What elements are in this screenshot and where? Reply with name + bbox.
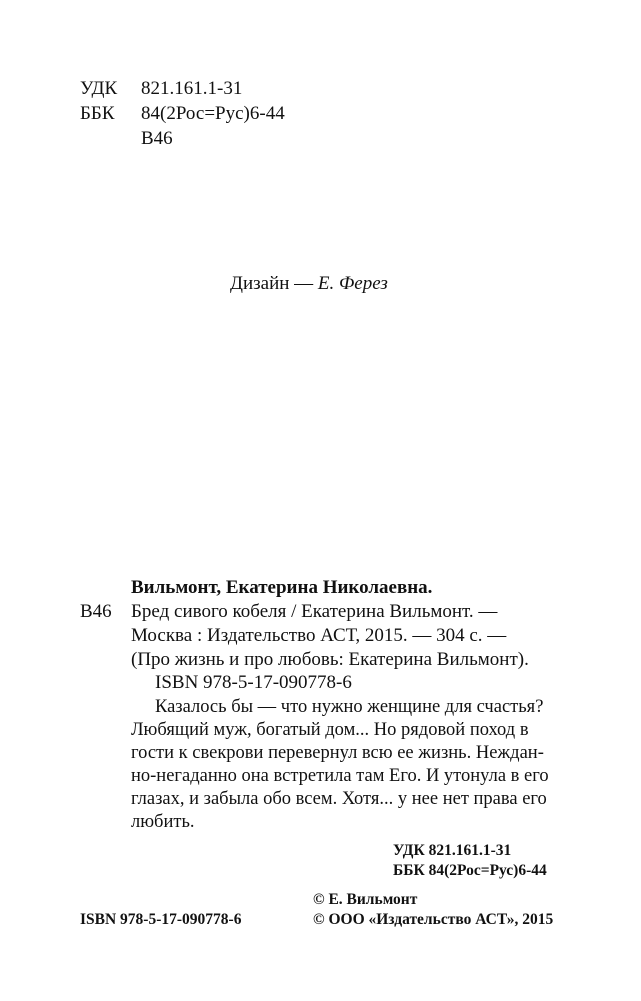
bottom-udk: УДК 821.161.1-31 (393, 842, 512, 859)
udk-label: УДК (80, 78, 118, 99)
designer-label: Дизайн — (230, 273, 318, 294)
bbk-value: 84(2Рос=Рус)6-44 (141, 103, 285, 124)
bottom-bbk: ББК 84(2Рос=Рус)6-44 (393, 862, 547, 879)
catalog-title-line: Бред сивого кобеля / Екатерина Вильмонт. — (131, 601, 498, 622)
designer-name: Е. Ферез (317, 273, 388, 294)
annotation-line: но-негаданно она встретила там Его. И утонула в его (131, 766, 549, 786)
copyright-isbn: ISBN 978-5-17-090778-6 (80, 911, 242, 928)
annotation-line: гости к свекрови перевернул всю ее жизнь. Неждан- (131, 743, 544, 763)
annotation-line: Казалось бы — что нужно женщине для счастья? (155, 697, 544, 717)
bbk-label: ББК (80, 103, 115, 124)
catalog-publisher-line: Москва : Издательство АСТ, 2015. — 304 с. — (131, 625, 507, 646)
catalog-author: Вильмонт, Екатерина Николаевна. (131, 577, 433, 598)
copyright-publisher: © ООО «Издательство АСТ», 2015 (313, 911, 554, 928)
copyright-author: © Е. Вильмонт (313, 891, 418, 908)
catalog-isbn: ISBN 978-5-17-090778-6 (155, 672, 352, 693)
annotation-line: глазах, и забыла обо всем. Хотя... у нее нет права его (131, 789, 547, 809)
catalog-author-mark: В46 (80, 601, 112, 622)
udk-value: 821.161.1-31 (141, 78, 243, 99)
annotation-line: Любящий муж, богатый дом... Но рядовой поход в (131, 720, 529, 740)
designer-credit (230, 273, 388, 295)
author-mark: В46 (141, 128, 173, 149)
annotation-line: любить. (131, 812, 195, 832)
catalog-series-line: (Про жизнь и про любовь: Екатерина Вильмонт). (131, 649, 529, 670)
